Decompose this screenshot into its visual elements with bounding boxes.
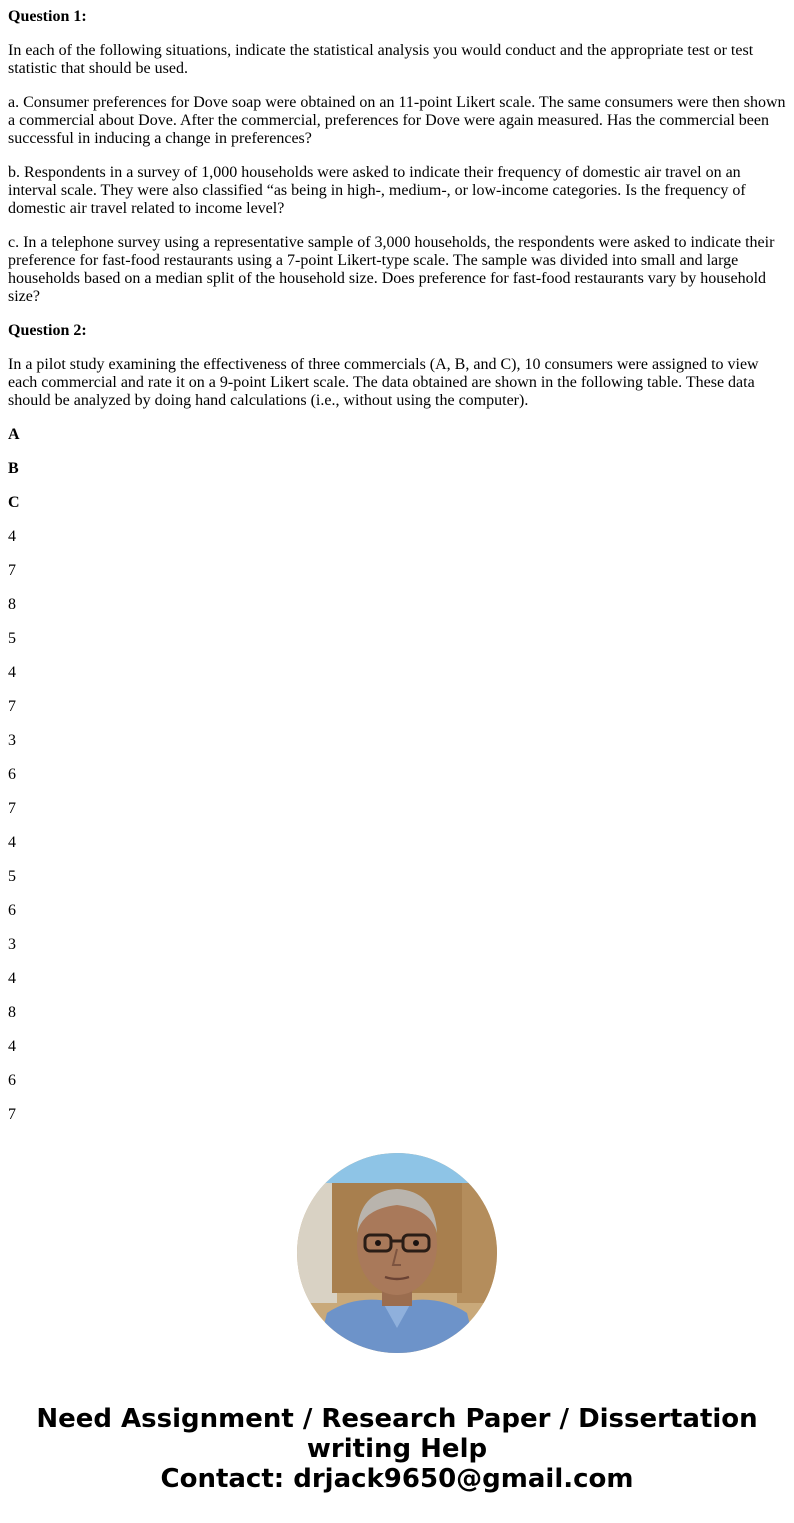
footer-line-1: Need Assignment / Research Paper / Dissertation <box>36 1404 758 1434</box>
document <box>8 8 788 1140</box>
table-cell: 5 <box>8 868 16 885</box>
table-cell: 4 <box>8 664 16 681</box>
table-cell: 4 <box>8 528 16 545</box>
table-cell: 4 <box>8 834 16 851</box>
table-header-a: A <box>8 426 20 443</box>
ratings-table <box>8 426 788 1124</box>
table-cell: 6 <box>8 766 16 783</box>
question-1-part-a: a. Consumer preferences for Dove soap were obtained on an 11-point Likert scale. The same consumers were then shown a commercial about Dove. After the commercial, preferences for Dove were again measured. Has the commercial been successful in inducing a change in preferences? <box>8 94 786 147</box>
footer-line-3: Contact: drjack9650@gmail.com <box>160 1464 634 1494</box>
question-1-intro: In each of the following situations, indicate the statistical analysis you would conduct and the appropriate test or test statistic that should be used. <box>8 42 754 77</box>
table-cell: 4 <box>8 1038 16 1055</box>
question-1-part-c: c. In a telephone survey using a representative sample of 3,000 households, the respondents were asked to indicate their preference for fast-food restaurants using a 7-point Likert-type scale. The sample was divided into small and large households based on a median split of the household size. Does preference for fast-food restaurants vary by household size? <box>8 234 775 305</box>
avatar-portrait-image <box>297 1153 497 1353</box>
table-cell: 7 <box>8 1106 16 1123</box>
table-header-c: C <box>8 494 20 511</box>
table-cell: 6 <box>8 902 16 919</box>
footer-contact-banner <box>0 1404 794 1494</box>
table-cell: 6 <box>8 1072 16 1089</box>
table-cell: 4 <box>8 970 16 987</box>
question-2-intro: In a pilot study examining the effectiveness of three commercials (A, B, and C), 10 consumers were assigned to view each commercial and rate it on a 9-point Likert scale. The data obtained are shown in the following table. These data should be analyzed by doing hand calculations (i.e., without using the computer). <box>8 356 759 409</box>
question-1-heading: Question 1: <box>8 8 87 25</box>
table-cell: 7 <box>8 698 16 715</box>
avatar <box>297 1153 497 1353</box>
table-cell: 3 <box>8 936 16 953</box>
table-cell: 7 <box>8 562 16 579</box>
table-cell: 8 <box>8 596 16 613</box>
table-cell: 8 <box>8 1004 16 1021</box>
question-1-part-b: b. Respondents in a survey of 1,000 households were asked to indicate their frequency of domestic air travel on an interval scale. They were also classified “as being in high-, medium-, or low-income categories. Is the frequency of domestic air travel related to income level? <box>8 164 746 217</box>
table-cell: 3 <box>8 732 16 749</box>
table-cell: 7 <box>8 800 16 817</box>
footer-line-2: writing Help <box>306 1434 488 1464</box>
table-header-b: B <box>8 460 19 477</box>
table-cell: 5 <box>8 630 16 647</box>
question-2-heading: Question 2: <box>8 322 87 339</box>
